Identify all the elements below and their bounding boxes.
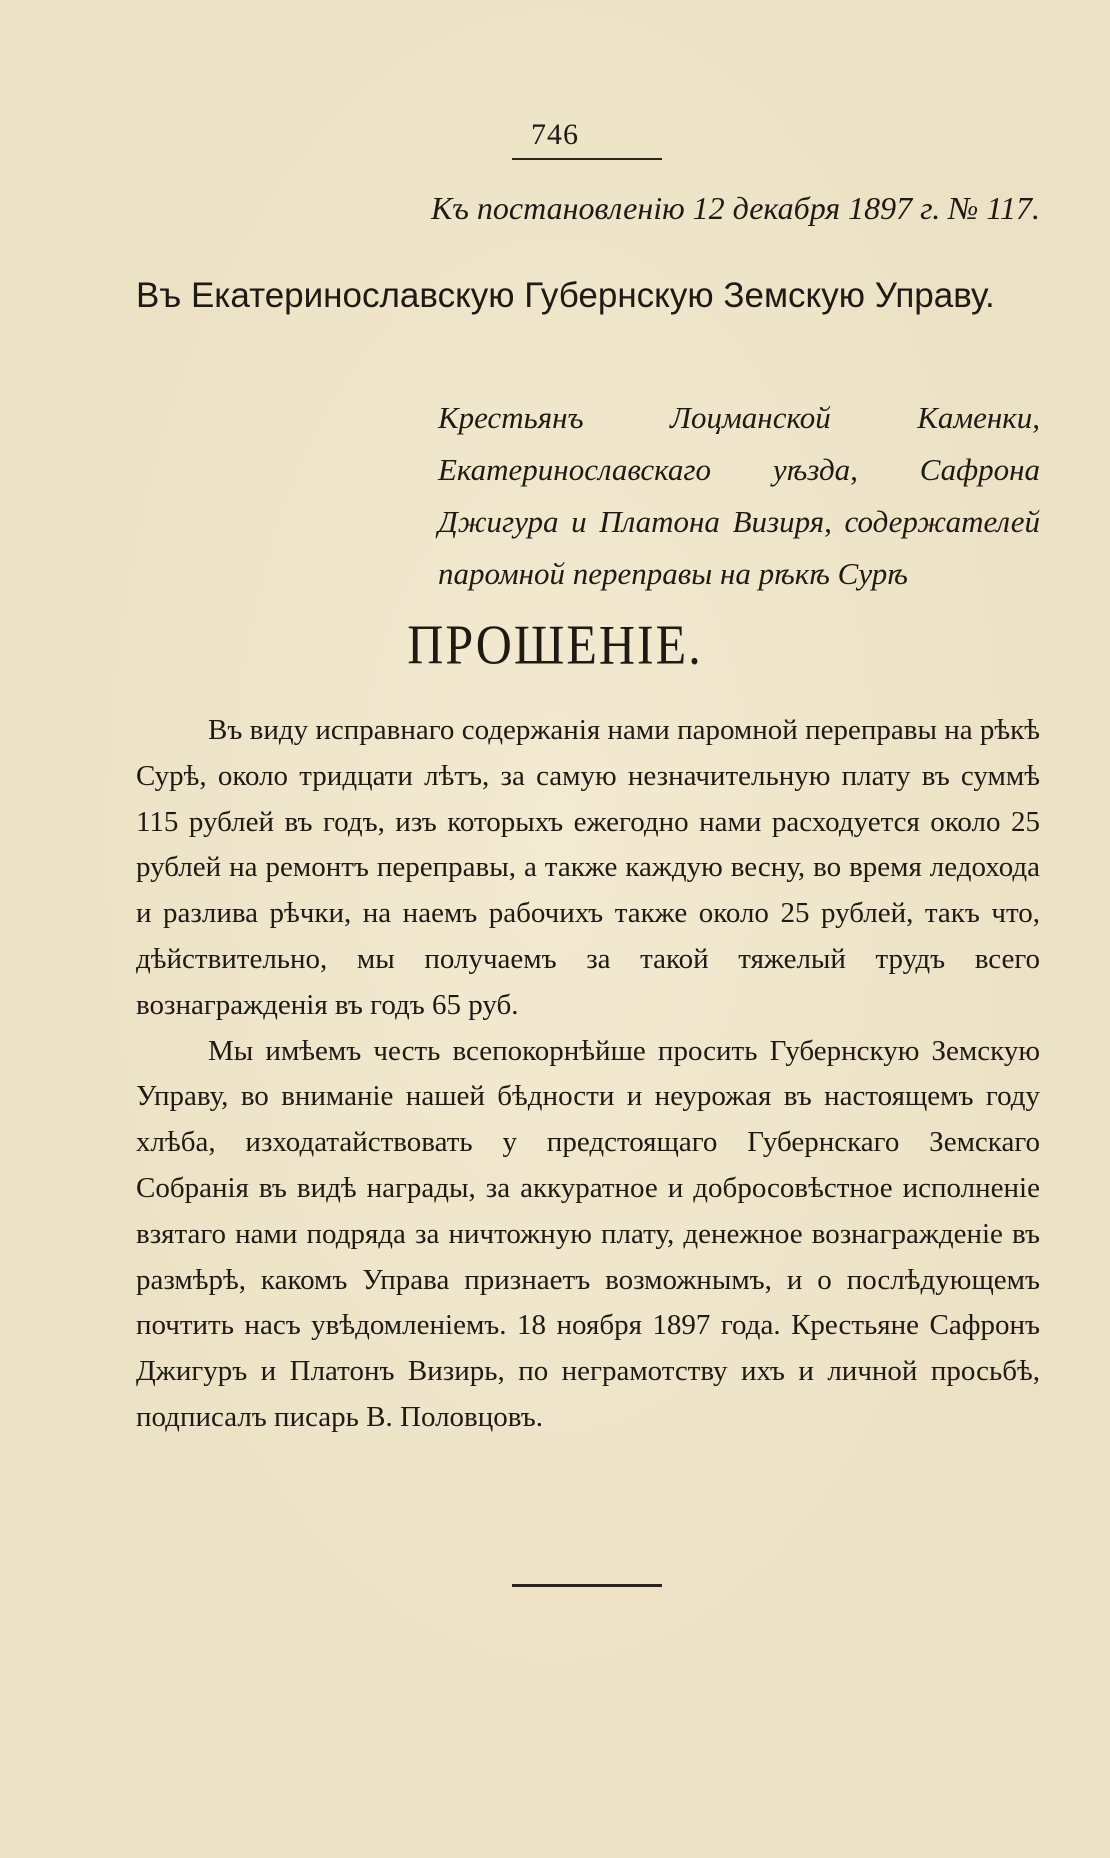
- resolution-reference: Къ постановленію 12 декабря 1897 г. № 117.: [431, 190, 1040, 226]
- top-divider: [512, 158, 662, 160]
- petitioners-block: Крестьянъ Лоцманской Каменки, Екатеринославскаго уѣзда, Сафрона Джигура и Платона Визиря, содержателей паромной переправы на рѣкѣ Сурѣ: [438, 400, 1040, 591]
- bottom-divider: [512, 1584, 662, 1587]
- page-number: 746: [531, 118, 579, 151]
- paragraph: Мы имѣемъ честь всепокорнѣйше просить Губернскую Земскую Управу, во вниманіе нашей бѣдности и неурожая въ настоящемъ году хлѣба, изходатайствовать у предстоящаго Губернскаго Земскаго Собранія въ видѣ награды, за аккуратное и добросовѣстное исполненіе взятаго нами подряда за ничтожную плату, денежное вознагражденіе въ размѣрѣ, какомъ Управа признаетъ возможнымъ, и о послѣдующемъ почтить насъ увѣдомленіемъ. 18 ноября 1897 года. Крестьяне Сафронъ Джигуръ и Платонъ Визирь, по неграмотству ихъ и личной просьбѣ, подписалъ писарь В. Половцовъ.: [136, 1034, 1040, 1433]
- petition-body: [136, 708, 1040, 1441]
- paragraph: Въ виду исправнаго содержанія нами паромной переправы на рѣкѣ Сурѣ, около тридцати лѣтъ, за самую незначительную плату въ суммѣ 115 рублей въ годъ, изъ которыхъ ежегодно нами расходуется около 25 рублей на ремонтъ переправы, а также каждую весну, во время ледохода и разлива рѣчки, на наемъ рабочихъ также около 25 рублей, такъ что, дѣйствительно, мы получаемъ за такой тяжелый трудъ всего вознагражденія въ годъ 65 руб.: [136, 714, 1040, 1021]
- addressee: Въ Екатеринославскую Губернскую Земскую Управу.: [136, 276, 995, 315]
- document-heading: ПРОШЕНІЕ.: [407, 613, 703, 676]
